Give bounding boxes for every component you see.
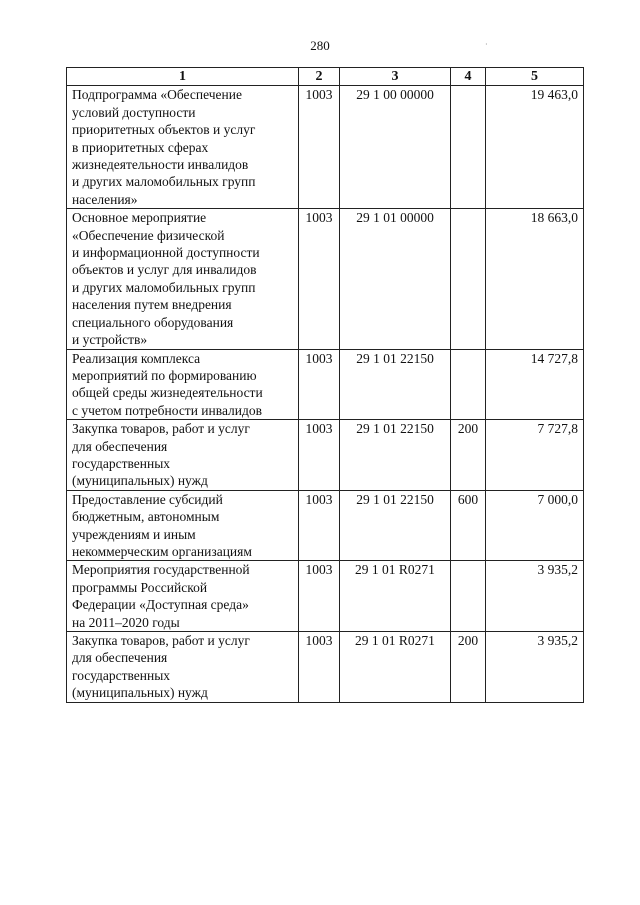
table-body <box>67 86 584 702</box>
row-name-line: бюджетным, автономным <box>72 509 220 525</box>
row-name-line: в приоритетных сферах <box>72 139 209 155</box>
row-name-line: и информационной доступности <box>72 245 260 261</box>
target-item-cell: 29 1 01 22150 <box>340 349 451 420</box>
section-code-cell: 1003 <box>299 349 340 420</box>
header-col-2: 2 <box>299 68 340 86</box>
row-name-line: для обеспечения <box>72 650 168 666</box>
section-code-cell: 1003 <box>299 420 340 491</box>
row-name-line: жизнедеятельности инвалидов <box>72 157 249 173</box>
amount-cell: 7 000,0 <box>486 490 584 561</box>
row-name-line: и устройств» <box>72 332 148 348</box>
expense-type-cell <box>451 561 486 632</box>
expense-type-cell <box>451 349 486 420</box>
section-code-cell: 1003 <box>299 490 340 561</box>
row-name-cell <box>67 490 299 561</box>
section-code-cell: 1003 <box>299 86 340 209</box>
table-row <box>67 632 584 703</box>
header-col-4: 4 <box>451 68 486 86</box>
row-name-cell <box>67 209 299 349</box>
row-name-cell <box>67 420 299 491</box>
amount-cell: 14 727,8 <box>486 349 584 420</box>
row-name-line: для обеспечения <box>72 438 168 454</box>
expense-type-cell <box>451 86 486 209</box>
row-name-line: объектов и услуг для инвалидов <box>72 262 257 278</box>
row-name-line: учреждениям и иным <box>72 526 196 542</box>
row-name-cell <box>67 632 299 703</box>
row-name-line: с учетом потребности инвалидов <box>72 402 263 418</box>
row-name-line: Закупка товаров, работ и услуг <box>72 421 250 437</box>
table-row <box>67 420 584 491</box>
amount-cell: 3 935,2 <box>486 632 584 703</box>
amount-cell: 18 663,0 <box>486 209 584 349</box>
row-name-line: мероприятий по формированию <box>72 367 257 383</box>
row-name-cell <box>67 561 299 632</box>
row-name-line: «Обеспечение физической <box>72 227 225 243</box>
section-code-cell: 1003 <box>299 632 340 703</box>
row-name-line: на 2011–2020 годы <box>72 614 180 630</box>
row-name-line: Мероприятия государственной <box>72 562 250 578</box>
target-item-cell: 29 1 01 R0271 <box>340 561 451 632</box>
expense-type-cell <box>451 209 486 349</box>
table-row <box>67 349 584 420</box>
table-row <box>67 561 584 632</box>
row-name-line: Реализация комплекса <box>72 350 201 366</box>
row-name-line: и других маломобильных групп <box>72 279 256 295</box>
expense-type-cell: 200 <box>451 420 486 491</box>
expense-type-cell: 600 <box>451 490 486 561</box>
scan-mark: · <box>485 40 488 49</box>
row-name-line: населения» <box>72 191 138 207</box>
row-name-line: программы Российской <box>72 579 208 595</box>
budget-table <box>66 67 584 703</box>
amount-cell: 7 727,8 <box>486 420 584 491</box>
section-code-cell: 1003 <box>299 561 340 632</box>
target-item-cell: 29 1 01 00000 <box>340 209 451 349</box>
row-name-line: Основное мероприятие <box>72 210 207 226</box>
row-name-line: условий доступности <box>72 104 196 120</box>
row-name-line: Федерации «Доступная среда» <box>72 597 249 613</box>
row-name-line: государственных <box>72 455 171 471</box>
row-name-line: Предоставление субсидий <box>72 491 223 507</box>
row-name-line: (муниципальных) нужд <box>72 473 208 489</box>
amount-cell: 3 935,2 <box>486 561 584 632</box>
table-row <box>67 209 584 349</box>
row-name-line: приоритетных объектов и услуг <box>72 122 256 138</box>
target-item-cell: 29 1 01 R0271 <box>340 632 451 703</box>
row-name-line: государственных <box>72 667 171 683</box>
table-row <box>67 490 584 561</box>
header-col-3: 3 <box>340 68 451 86</box>
row-name-line: Закупка товаров, работ и услуг <box>72 633 250 648</box>
page-number: 280 <box>310 38 330 53</box>
section-code-cell: 1003 <box>299 209 340 349</box>
target-item-cell: 29 1 01 22150 <box>340 420 451 491</box>
row-name-line: Подпрограмма «Обеспечение <box>72 87 242 103</box>
row-name-line: и других маломобильных групп <box>72 174 256 190</box>
target-item-cell: 29 1 01 22150 <box>340 490 451 561</box>
amount-cell: 19 463,0 <box>486 86 584 209</box>
row-name-line: (муниципальных) нужд <box>72 685 208 701</box>
target-item-cell: 29 1 00 00000 <box>340 86 451 209</box>
table-row <box>67 86 584 209</box>
header-col-1: 1 <box>67 68 299 86</box>
row-name-line: специального оборудования <box>72 314 234 330</box>
header-row <box>67 68 584 86</box>
header-col-5: 5 <box>486 68 584 86</box>
row-name-cell <box>67 86 299 209</box>
row-name-cell <box>67 349 299 420</box>
expense-type-cell: 200 <box>451 632 486 703</box>
row-name-line: населения путем внедрения <box>72 297 232 313</box>
row-name-line: некоммерческим организациям <box>72 543 252 559</box>
row-name-line: общей среды жизнедеятельности <box>72 385 263 401</box>
